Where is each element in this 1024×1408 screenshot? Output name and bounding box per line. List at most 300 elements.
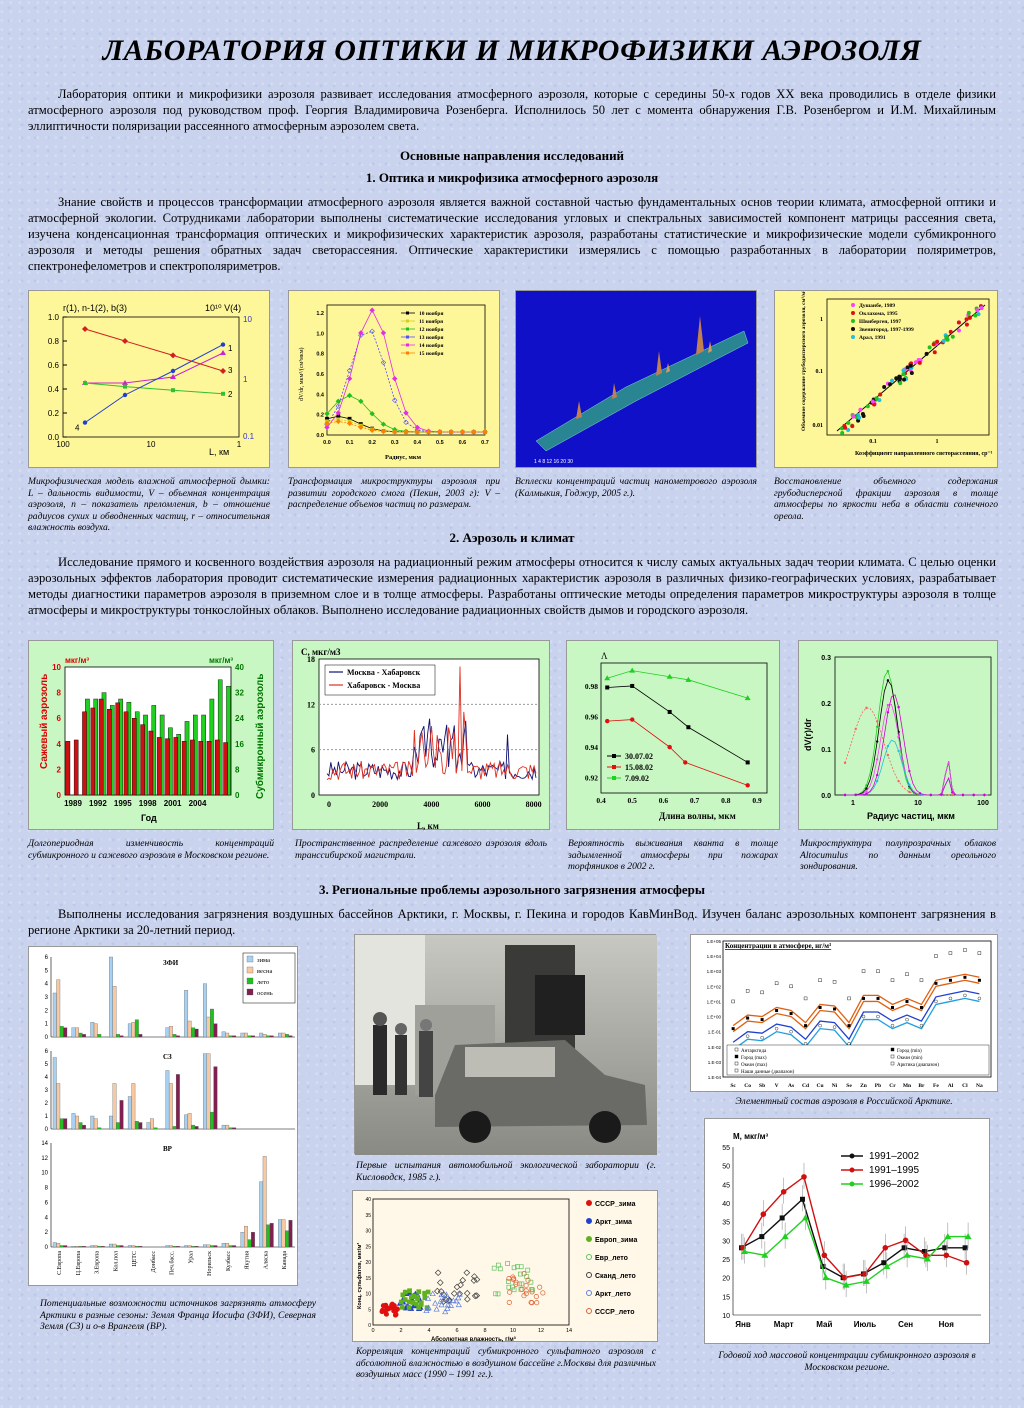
bars-ytick: 0 bbox=[44, 1127, 48, 1133]
annual-cycle-svg bbox=[705, 1119, 991, 1345]
bars-ytick: 12 bbox=[41, 1155, 48, 1162]
cloud-ylabel: dV(r)/dr bbox=[803, 718, 813, 751]
bars-bar bbox=[210, 1246, 214, 1247]
bars-bar bbox=[150, 1119, 154, 1129]
soot-ytick-right: 0 bbox=[235, 791, 240, 800]
scatter-legend-item: Европ_зима bbox=[595, 1237, 638, 1244]
scatter-legend-item: Евр_лето bbox=[595, 1255, 628, 1262]
scatter-point bbox=[496, 1292, 500, 1296]
bars-bar bbox=[166, 1246, 170, 1247]
elem-element: Co bbox=[744, 1083, 751, 1089]
bars-bar bbox=[113, 986, 117, 1037]
elem-point bbox=[848, 1024, 851, 1027]
elem-point bbox=[862, 1015, 865, 1018]
bars-bar bbox=[251, 1232, 255, 1247]
soot-red-bar bbox=[199, 741, 203, 795]
annual-cycle-chart bbox=[704, 1118, 990, 1344]
bars-bar bbox=[214, 1067, 218, 1129]
bars-bar bbox=[82, 1246, 86, 1247]
section2-heading: 2. Аэрозоль и климат bbox=[449, 530, 575, 545]
scatter-point bbox=[394, 1309, 398, 1313]
model-curve-label: 3 bbox=[228, 366, 233, 375]
scatter-point bbox=[494, 1292, 498, 1296]
soot-ylabel-right: Субмикронный аэрозоль bbox=[255, 673, 266, 799]
trans-ytick: 18 bbox=[307, 655, 315, 664]
annual-legend-item: 1991–1995 bbox=[869, 1165, 920, 1176]
annual-point bbox=[862, 1271, 868, 1277]
bars-bar bbox=[139, 1123, 143, 1130]
annual-ytick: 25 bbox=[722, 1257, 730, 1264]
orelo-legend-item: Оклахома, 1995 bbox=[859, 311, 898, 317]
scatter-xlabel: Абсолютная влажность, г/м³ bbox=[431, 1337, 516, 1343]
orelo-point bbox=[932, 342, 936, 346]
soot-ytick-right: 24 bbox=[235, 714, 244, 724]
bars-bar bbox=[72, 1028, 76, 1037]
annual-legend-item: 1991–2002 bbox=[869, 1151, 920, 1162]
cloud-xtick: 100 bbox=[977, 800, 989, 807]
orelo-legend-item: Звенигород, 1997-1999 bbox=[859, 327, 914, 333]
annual-point bbox=[761, 1211, 767, 1217]
model-xlabel: L, км bbox=[209, 447, 230, 457]
soot-red-bar bbox=[165, 739, 169, 795]
orelo-point bbox=[888, 382, 892, 386]
elem-element: Zn bbox=[860, 1083, 867, 1089]
soot-ytick-left: 6 bbox=[56, 714, 61, 724]
bars-bar bbox=[94, 1024, 98, 1037]
bars-bar bbox=[132, 1084, 136, 1130]
cloud-curve bbox=[845, 704, 988, 795]
orelo-xlabel: Коэффициент направленного светорассеяния, ср⁻¹ bbox=[855, 451, 993, 457]
annual-ytick: 15 bbox=[722, 1294, 730, 1302]
albedo-point bbox=[605, 685, 609, 689]
albedo-point bbox=[667, 745, 671, 749]
bars-ytick: 0 bbox=[44, 1245, 48, 1251]
bars-bar bbox=[135, 1020, 139, 1037]
scatter-point bbox=[434, 1288, 440, 1294]
scatter-point bbox=[389, 1305, 393, 1309]
bars-ytick: 5 bbox=[44, 1062, 48, 1068]
burst-3d-image bbox=[515, 290, 757, 468]
bars-bar bbox=[289, 1036, 293, 1037]
bars-bar bbox=[263, 1156, 267, 1247]
bars-ytick: 6 bbox=[44, 955, 48, 961]
smog-ytick: 1.0 bbox=[316, 331, 324, 338]
model-curve-4 bbox=[85, 345, 223, 423]
soot-ytick-left: 8 bbox=[56, 688, 61, 698]
scatter-legend-item: Аркт_лето bbox=[595, 1291, 631, 1298]
annual-xtick: Май bbox=[816, 1320, 833, 1329]
smog-ylabel: dV/dr, мкм³/(см³мкм) bbox=[299, 347, 305, 401]
model-rtick: 0.1 bbox=[243, 432, 255, 441]
model-chart-svg bbox=[29, 291, 271, 469]
elem-legend-item: Океан (max) bbox=[741, 1063, 768, 1068]
soot-red-bar bbox=[149, 731, 153, 795]
bars-bar bbox=[135, 1246, 139, 1247]
orelo-ytick: 0.01 bbox=[812, 423, 823, 429]
bars-bar bbox=[166, 1028, 170, 1037]
model-point bbox=[171, 388, 175, 392]
main-heading: Основные направления исследований bbox=[399, 148, 625, 163]
bars-bar bbox=[109, 957, 113, 1037]
cloud-point bbox=[844, 794, 846, 796]
elem-point bbox=[833, 980, 836, 983]
bars-bar bbox=[278, 1033, 282, 1037]
scatter-point bbox=[411, 1300, 415, 1304]
elem-point bbox=[761, 991, 764, 994]
scatter-ytick: 0 bbox=[368, 1323, 371, 1329]
orelo-chart bbox=[774, 290, 998, 468]
model-ytick: 0.8 bbox=[47, 337, 59, 346]
smog-legend-item: 14 ноября bbox=[419, 343, 444, 349]
orelo-point bbox=[951, 335, 955, 339]
model-point bbox=[123, 393, 127, 397]
bars-bar bbox=[57, 1084, 61, 1130]
cloud-point bbox=[855, 794, 857, 796]
orelo-point bbox=[882, 385, 886, 389]
trans-xtick: 4000 bbox=[423, 800, 440, 809]
bars-bar bbox=[195, 1246, 199, 1247]
annual-legend-item: 1996–2002 bbox=[869, 1179, 920, 1190]
scatter-point bbox=[506, 1262, 510, 1266]
scatter-xtick: 12 bbox=[537, 1328, 545, 1334]
smog-legend-item: 15 ноября bbox=[419, 351, 444, 357]
soot-red-bar bbox=[207, 741, 211, 795]
albedo-xtick: 0.4 bbox=[596, 796, 606, 805]
scatter-ytick: 15 bbox=[365, 1275, 371, 1282]
bars-bar bbox=[132, 1022, 136, 1037]
elem-point bbox=[963, 976, 966, 979]
annual-ytick: 50 bbox=[722, 1163, 730, 1171]
elem-point bbox=[905, 973, 908, 976]
soot-ytick-left: 4 bbox=[56, 739, 61, 749]
bars-legend-item: осень bbox=[257, 990, 273, 997]
orelo-point bbox=[980, 306, 984, 310]
trans-legend-item: Хабаровск - Москва bbox=[347, 681, 421, 690]
bars-bar bbox=[94, 1119, 98, 1129]
trans-ytick: 0 bbox=[311, 791, 315, 800]
albedo-line bbox=[607, 671, 747, 699]
cloud-point bbox=[919, 792, 921, 794]
annual-point bbox=[903, 1238, 909, 1244]
model-curve-label: 4 bbox=[75, 423, 80, 433]
albedo-line bbox=[607, 686, 747, 762]
bars-bar bbox=[195, 1126, 199, 1129]
caption-2-1: Долгопериодная изменчивость концентраций субмикронного и сажевого аэрозоля в Московском регионе. bbox=[28, 838, 274, 861]
burst-3d-svg bbox=[516, 291, 758, 469]
model-point bbox=[83, 381, 87, 385]
trans-xtick: 2000 bbox=[372, 800, 389, 809]
elem-point bbox=[877, 970, 880, 973]
bars-bar bbox=[210, 1112, 214, 1129]
orelo-point bbox=[973, 313, 977, 317]
smog-point bbox=[392, 398, 397, 403]
soot-chart bbox=[28, 640, 274, 830]
soot-xtick: 2004 bbox=[188, 799, 207, 808]
scatter-point bbox=[526, 1268, 530, 1272]
scatter-point bbox=[407, 1306, 411, 1310]
elem-ytick: 1.E+05 bbox=[706, 939, 721, 944]
bars-ytick: 6 bbox=[44, 1200, 48, 1207]
bars-bar bbox=[53, 993, 57, 1037]
soot-red-bar bbox=[182, 741, 186, 795]
scatter-point bbox=[465, 1296, 471, 1302]
albedo-xtick: 0.7 bbox=[689, 796, 700, 805]
scatter-point bbox=[443, 1309, 448, 1314]
scatter-ytick: 30 bbox=[365, 1228, 371, 1235]
soot-red-bar bbox=[66, 741, 70, 795]
cloud-point bbox=[876, 726, 878, 728]
elem-point bbox=[920, 1006, 923, 1009]
annual-point bbox=[964, 1260, 970, 1266]
elem-element: Cl bbox=[962, 1083, 968, 1089]
soot-ytick-right: 40 bbox=[235, 663, 244, 672]
elem-point bbox=[790, 1012, 793, 1015]
caption-1-3: Всплески концентраций частиц нанометрового аэрозоля (Калмыкия, Годжур, 2005 г.). bbox=[515, 476, 757, 499]
bars-bar bbox=[75, 1246, 79, 1247]
cloud-point bbox=[887, 670, 889, 672]
bars-bar bbox=[120, 1036, 124, 1037]
elem-point bbox=[934, 982, 937, 985]
smog-point bbox=[370, 308, 375, 313]
albedo-xtick: 0.5 bbox=[627, 796, 637, 805]
bars-bar bbox=[91, 1246, 95, 1247]
bars-bar bbox=[154, 1128, 158, 1129]
scatter-point bbox=[454, 1284, 460, 1290]
bars-bar bbox=[210, 1009, 214, 1037]
cloud-curve bbox=[845, 671, 988, 795]
soot-red-bar bbox=[124, 712, 128, 795]
caption-3-5: Годовой ход массовой концентрации субмикронного аэрозоля в Московском регионе. bbox=[718, 1350, 976, 1373]
soot-red-bar bbox=[132, 718, 136, 795]
sulfate-scatter-svg bbox=[353, 1191, 659, 1343]
lab-car-photo bbox=[354, 934, 656, 1154]
bars-legend-item: весна bbox=[257, 968, 273, 975]
elem-point bbox=[949, 979, 952, 982]
orelo-point bbox=[858, 408, 862, 412]
orelo-ytick: 1 bbox=[820, 317, 823, 323]
model-point bbox=[220, 350, 226, 355]
elem-point bbox=[891, 979, 894, 982]
bars-category: Кол.пол bbox=[113, 1251, 120, 1272]
elem-point bbox=[891, 1006, 894, 1009]
cloud-point bbox=[951, 794, 953, 796]
orelo-point bbox=[902, 368, 906, 372]
scatter-ytick: 5 bbox=[368, 1307, 371, 1314]
bars-bar bbox=[203, 1054, 207, 1129]
orelo-legend-item: Арал, 1991 bbox=[859, 335, 886, 341]
soot-red-bar bbox=[174, 737, 178, 795]
model-chart bbox=[28, 290, 270, 468]
soot-ytick-left: 2 bbox=[56, 765, 61, 775]
bars-bar bbox=[91, 1116, 95, 1129]
cloud-curve bbox=[845, 695, 988, 795]
scatter-point bbox=[464, 1290, 470, 1296]
bars-bar bbox=[72, 1246, 76, 1247]
elem-point bbox=[761, 1018, 764, 1021]
section3-heading: 3. Региональные проблемы аэрозольного загрязнения атмосферы bbox=[318, 882, 705, 897]
bars-legend-item: лето bbox=[257, 979, 270, 986]
bars-panel-name: ЗФИ bbox=[163, 959, 179, 967]
trans-xtick: 8000 bbox=[525, 800, 542, 809]
elem-element: Fe bbox=[933, 1083, 939, 1089]
annual-ytick: 35 bbox=[722, 1219, 730, 1227]
bars-category: Якутия bbox=[244, 1251, 251, 1270]
cloud-point bbox=[855, 728, 857, 730]
bars-bar bbox=[282, 1220, 286, 1247]
arctic-bars-svg bbox=[29, 947, 299, 1287]
elem-point bbox=[833, 1026, 836, 1029]
orelo-ytick: 0.1 bbox=[815, 369, 823, 375]
orelo-point bbox=[890, 379, 894, 383]
model-point bbox=[221, 342, 225, 346]
intro-paragraph: Лаборатория оптики и микрофизики аэрозоля развивает исследования атмосферного аэрозоля, которые с середины 50-х годов XX века проводились в отделе физики атмосферного аэрозоля под руководством проф. Георгия Владимировича Розенберга. Исполнилось 50 лет с момента обнаружения Г.В. Розенбергом и И.М. Михайлиным эллиптичности поляризации рассеянного атмосферным аэрозолем света. bbox=[28, 87, 996, 133]
orelo-point bbox=[901, 372, 905, 376]
albedo-xtick: 0.6 bbox=[658, 796, 669, 805]
model-point bbox=[122, 338, 128, 344]
bars-ytick: 8 bbox=[44, 1185, 48, 1192]
scatter-ytick: 40 bbox=[365, 1197, 371, 1203]
cloud-point bbox=[897, 735, 899, 737]
smog-point bbox=[404, 420, 409, 425]
cloud-point bbox=[887, 679, 889, 681]
scatter-point bbox=[399, 1300, 403, 1304]
bars-bar bbox=[94, 1246, 98, 1247]
orelo-ylabel: Объемное содержание грубодисперсного аэрозоля, см³/м² bbox=[801, 291, 807, 431]
bars-bar bbox=[128, 1097, 132, 1130]
albedo-point bbox=[668, 710, 672, 714]
model-left-label: r(1), n-1(2), b(3) bbox=[63, 303, 128, 313]
smog-xtick: 0.2 bbox=[368, 440, 376, 446]
model-curve-label: 1 bbox=[228, 344, 233, 353]
annual-point bbox=[800, 1197, 805, 1202]
scatter-point bbox=[434, 1307, 439, 1312]
elem-point bbox=[775, 1009, 778, 1012]
cloud-point bbox=[876, 758, 878, 760]
elem-ytick: 1.E-03 bbox=[707, 1059, 721, 1065]
bars-bar bbox=[229, 1128, 233, 1129]
trans-chart-svg bbox=[293, 641, 551, 831]
smog-legend-item: 12 ноября bbox=[419, 327, 444, 333]
smog-point bbox=[381, 331, 386, 336]
elem-point bbox=[775, 982, 778, 985]
soot-xtick: 1998 bbox=[138, 799, 157, 808]
albedo-ytick: 0.94 bbox=[584, 743, 598, 753]
elem-ytick: 1.E-01 bbox=[707, 1029, 721, 1035]
bars-bar bbox=[184, 1115, 188, 1129]
annual-ytick: 30 bbox=[722, 1238, 730, 1246]
smog-point bbox=[392, 376, 397, 381]
bars-bar bbox=[98, 1034, 102, 1037]
elem-title: Концентрации в атмосфере, нг/м³ bbox=[725, 942, 832, 950]
elem-point bbox=[949, 952, 952, 955]
orelo-point bbox=[851, 415, 855, 419]
bars-bar bbox=[79, 1033, 83, 1037]
model-xtick: 100 bbox=[56, 440, 70, 449]
soot-ytick-left: 0 bbox=[56, 791, 61, 800]
scatter-ytick: 10 bbox=[365, 1291, 371, 1298]
smog-ytick: 1.2 bbox=[316, 311, 324, 317]
bars-bar bbox=[214, 1024, 218, 1037]
elem-point bbox=[775, 1027, 778, 1030]
soot-red-bar bbox=[224, 743, 228, 795]
model-ytick: 1.0 bbox=[47, 313, 59, 322]
cloud-ytick: 0.3 bbox=[821, 655, 831, 662]
section1-paragraph: Знание свойств и процессов трансформации атмосферного аэрозоля является важной составной частью фундаментальных основ теории климата, атмосферной оптики и атмосферной экологии. Сотрудниками лаборатории выполнены систематические исследования угловых и спектральных зависимостей компонент матрицы рассеяния света, изучена конденсационная трансформация оптических и микрофизических характеристик аэрозоля, разработаны статистические и микрофизические модели субмикронного аэрозоля и методы решения обратных задач светорассеяния. Оптические характеристики измерялись с помощью разработанных в лаборатории поляриметров, спектронефелометров и спектрополяриметров. bbox=[28, 195, 996, 273]
annual-point bbox=[801, 1174, 807, 1180]
caption-1-2: Трансформация микроструктуры аэрозоля при развитии городского смога (Пекин, 2003 г): V – распределение объемов частиц по размерам. bbox=[288, 476, 500, 510]
soot-red-bar bbox=[141, 725, 145, 795]
cloud-point bbox=[908, 791, 910, 793]
model-point bbox=[171, 369, 175, 373]
smog-point bbox=[370, 329, 375, 334]
bars-category: Печ.басс. bbox=[169, 1251, 176, 1275]
scatter-xtick: 4 bbox=[427, 1328, 431, 1334]
smog-ytick: 0.0 bbox=[316, 433, 324, 439]
scatter-point bbox=[520, 1287, 524, 1291]
cloud-ytick: 0.1 bbox=[821, 747, 831, 754]
scatter-point bbox=[417, 1290, 421, 1294]
scatter-point bbox=[519, 1265, 523, 1269]
scatter-ytick: 20 bbox=[365, 1260, 371, 1266]
elem-point bbox=[934, 955, 937, 958]
elem-point bbox=[804, 1024, 807, 1027]
scatter-point bbox=[541, 1291, 545, 1295]
elem-ytick: 1.E+01 bbox=[706, 999, 721, 1005]
elem-point bbox=[732, 1027, 735, 1030]
soot-red-bar bbox=[157, 737, 161, 795]
albedo-point bbox=[746, 760, 750, 764]
elem-line bbox=[733, 980, 979, 1031]
smog-xtick: 0.3 bbox=[390, 440, 399, 446]
bars-bar bbox=[188, 1246, 192, 1247]
smog-xlabel: Радиус, мкм bbox=[385, 454, 422, 461]
albedo-chart-svg bbox=[567, 641, 781, 831]
soot-xtick: 1995 bbox=[113, 799, 132, 808]
elem-element: Ni bbox=[831, 1083, 838, 1089]
cloud-point bbox=[865, 790, 867, 792]
bars-bar bbox=[169, 1084, 173, 1130]
caption-1-4: Восстановление объемного содержания грубодисперсной фракции аэрозоля в толще атмосферы по яркости неба в области солнечного ореола. bbox=[774, 476, 998, 522]
cloud-point bbox=[897, 780, 899, 782]
bars-bar bbox=[203, 1245, 207, 1247]
section3-paragraph: Выполнены исследования загрязнения воздушных бассейнов Арктики, г. Москвы, г. Пекина и городов КавМинВод. Изучен баланс аэрозольных компонент загрязнения в регионе Арктики за 20-летний период. bbox=[28, 907, 996, 937]
scatter-point bbox=[524, 1283, 528, 1287]
bars-bar bbox=[75, 1028, 79, 1037]
orelo-point bbox=[898, 381, 902, 385]
scatter-point bbox=[408, 1289, 412, 1293]
annual-point bbox=[904, 1252, 911, 1258]
elem-ytick: 1.E+02 bbox=[706, 984, 721, 990]
bars-bar bbox=[222, 1125, 226, 1129]
orelo-xtick: 0.1 bbox=[869, 439, 877, 445]
albedo-point bbox=[683, 760, 687, 764]
annual-point bbox=[822, 1252, 828, 1258]
orelo-point bbox=[925, 352, 929, 356]
cloud-point bbox=[876, 774, 878, 776]
orelo-point bbox=[928, 345, 932, 349]
scatter-legend-item: Сканд_лето bbox=[595, 1273, 636, 1280]
elem-point bbox=[978, 979, 981, 982]
cloud-point bbox=[908, 784, 910, 786]
bars-category: Донбасс bbox=[150, 1251, 157, 1273]
model-curve-label: 2 bbox=[228, 389, 233, 399]
bars-bar bbox=[116, 1034, 120, 1037]
bars-bar bbox=[166, 1071, 170, 1130]
caption-3-1: Потенциальные возможности источников загрязнять атмосферу Арктики в разные сезоны: Земля Франца Иосифа (ЗФИ), Северная Земля (СЗ) и о-в Врангеля (ВР). bbox=[40, 1298, 316, 1332]
bars-ytick: 0 bbox=[44, 1035, 48, 1041]
albedo-point bbox=[630, 684, 634, 688]
cloud-point bbox=[844, 762, 846, 764]
